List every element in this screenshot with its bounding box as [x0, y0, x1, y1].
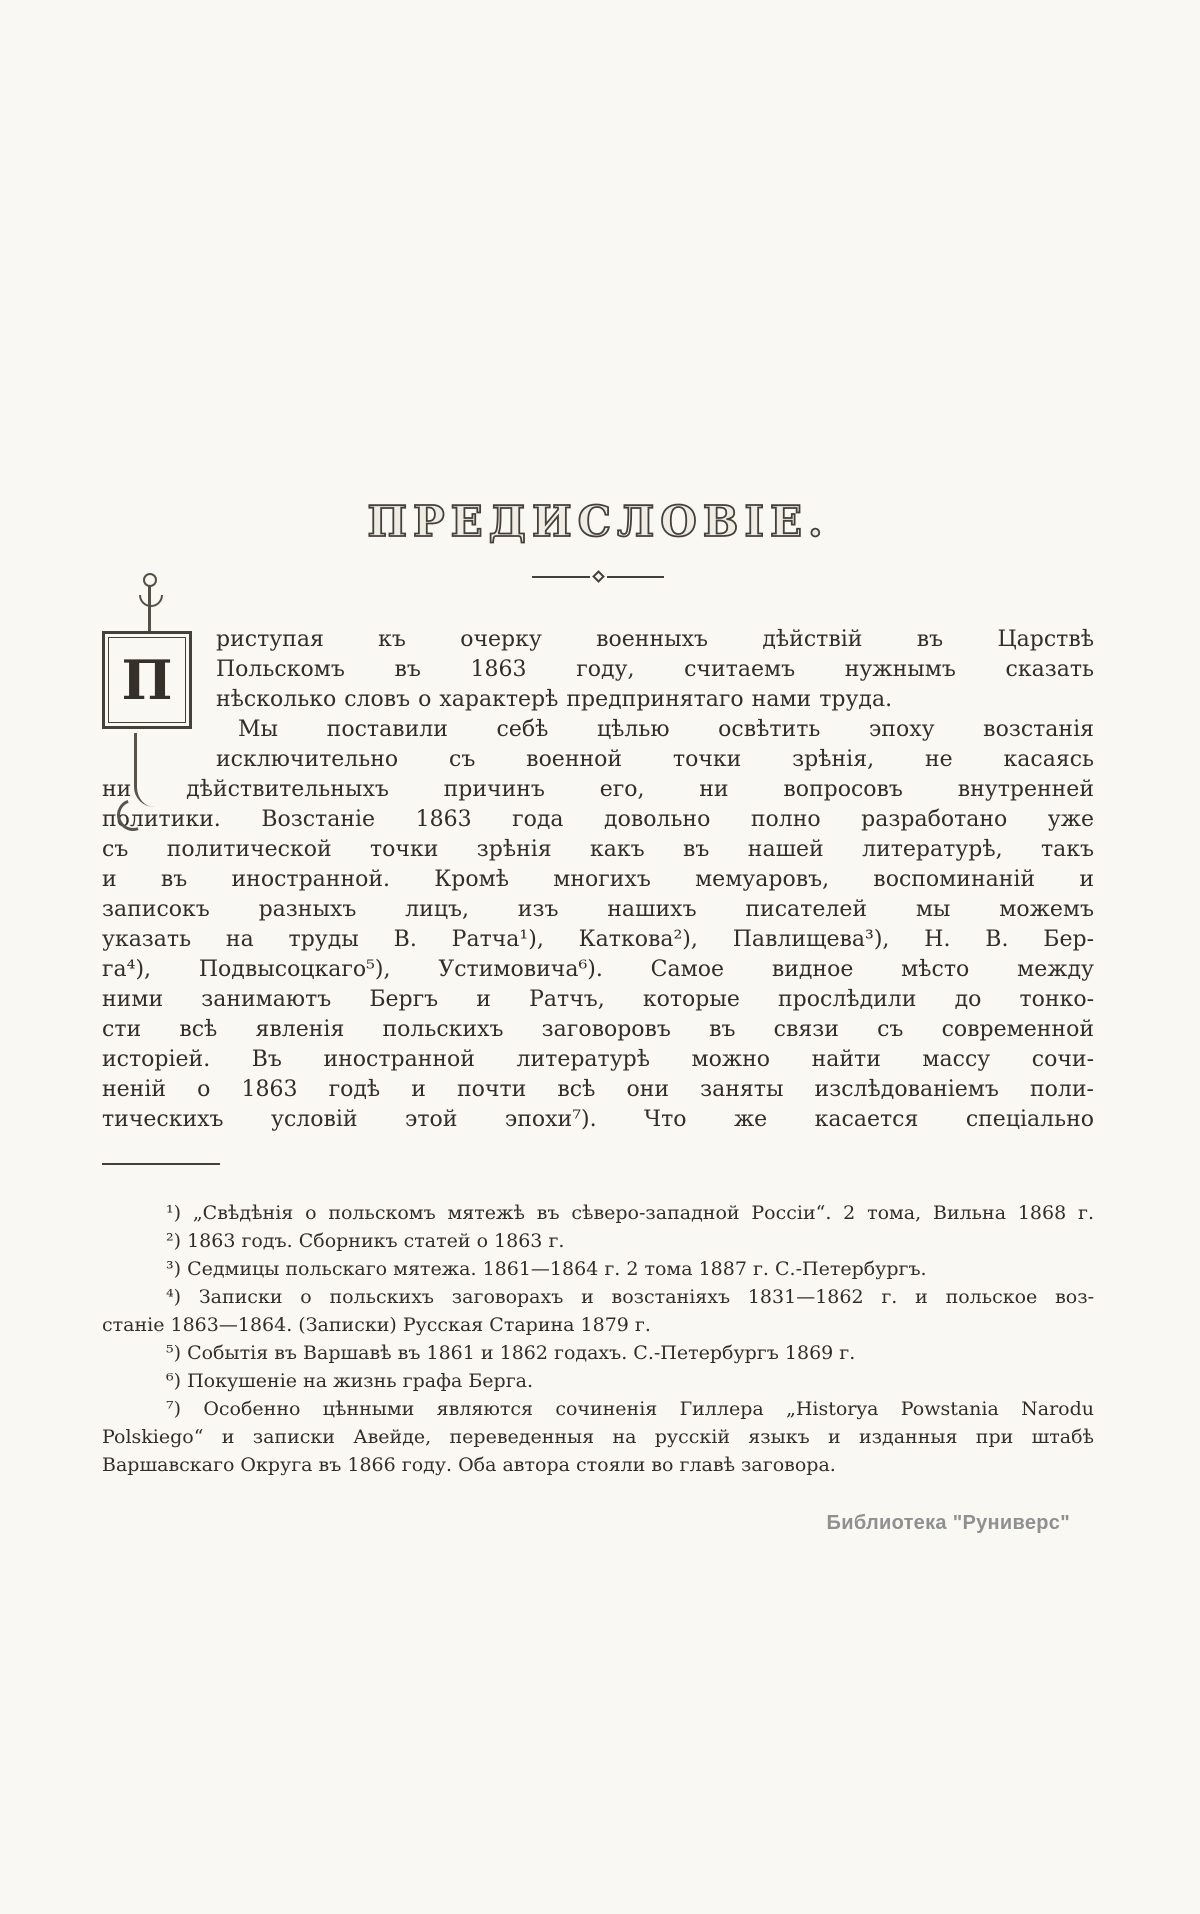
footnote-line: Polskiego“ и записки Авейде, переведенныя на русскій языкъ и изданныя при штабѣ: [102, 1426, 1094, 1448]
drop-cap-ornament: [102, 627, 202, 775]
flourish-tail-icon: [134, 733, 156, 807]
footnote-line: ⁷) Особенно цѣнными являются сочиненія Гиллера „Historya Powstania Narodu: [166, 1398, 1094, 1420]
page-title: ПРЕДИСЛОВІЕ.: [367, 497, 829, 546]
text-line: указать на труды В. Ратча¹), Каткова²), Павлищева³), Н. В. Бер-: [102, 927, 1094, 952]
text-line: тическихъ условій этой эпохи⁷). Что же касается спеціально: [102, 1107, 1094, 1132]
divider-line: [607, 576, 665, 578]
text-line: нѣсколько словъ о характерѣ предпринятаго нами труда.: [216, 687, 893, 712]
text-line: сти всѣ явленія польскихъ заговоровъ въ связи съ современной: [102, 1017, 1094, 1042]
footnote-3: [102, 1255, 1094, 1283]
footnote-1: [102, 1199, 1094, 1227]
text-line: Польскомъ въ 1863 году, считаемъ нужнымъ сказать: [216, 657, 1094, 682]
drop-cap-letter: П: [121, 648, 173, 712]
text-line: записокъ разныхъ лицъ, изъ нашихъ писателей мы можемъ: [102, 897, 1094, 922]
footnote-6: [102, 1367, 1094, 1395]
text-line: ними занимаютъ Бергъ и Ратчъ, которые прослѣдили до тонко-: [102, 987, 1094, 1012]
footnote-5: [102, 1339, 1094, 1367]
footnote-line: ⁵) Событія въ Варшавѣ въ 1861 и 1862 годахъ. С.-Петербургъ 1869 г.: [166, 1342, 856, 1364]
preface-body: [102, 625, 1094, 1135]
text-line: и въ иностранной. Кромѣ многихъ мемуаровъ, воспоминаній и: [102, 867, 1094, 892]
text-line: Мы поставили себѣ цѣлью освѣтить эпоху возстанія: [238, 717, 1094, 742]
drop-cap-frame: [102, 631, 192, 729]
footnote-line: Варшавскаго Округа въ 1866 году. Оба автора стояли во главѣ заговора.: [102, 1454, 836, 1476]
text-line: исторіей. Въ иностранной литературѣ можно найти массу сочи-: [102, 1047, 1094, 1072]
footnote-line: ³) Седмицы польскаго мятежа. 1861—1864 г. 2 тома 1887 г. С.-Петербургъ.: [166, 1258, 927, 1280]
footnote-line: ¹) „Свѣдѣнія о польскомъ мятежѣ въ сѣверо-западной Россіи“. 2 тома, Вильна 1868 г.: [166, 1202, 1094, 1224]
title-divider: [532, 572, 664, 581]
footnote-line: ²) 1863 годъ. Сборникъ статей о 1863 г.: [166, 1230, 565, 1252]
text-line: исключительно съ военной точки зрѣнія, не касаясь: [216, 747, 1094, 772]
text-line: съ политической точки зрѣнія какъ въ нашей литературѣ, такъ: [102, 837, 1094, 862]
text-line: га⁴), Подвысоцкаго⁵), Устимовича⁶). Самое видное мѣсто между: [102, 957, 1094, 982]
text-line: риступая къ очерку военныхъ дѣйствій въ Царствѣ: [216, 627, 1094, 652]
footnotes-section: [102, 1199, 1094, 1479]
text-line: политики. Возстаніе 1863 года довольно полно разработано уже: [102, 807, 1094, 832]
library-watermark: Библиотека "Руниверс": [826, 1512, 1070, 1534]
footnote-line: станіе 1863—1864. (Записки) Русская Старина 1879 г.: [102, 1314, 651, 1336]
footnote-7: [102, 1395, 1094, 1479]
footnote-line: ⁴) Записки о польскихъ заговорахъ и возстаніяхъ 1831—1862 г. и польское воз-: [166, 1286, 1094, 1308]
text-line: ни дѣйствительныхъ причинъ его, ни вопросовъ внутренней: [102, 777, 1094, 802]
footnote-2: [102, 1227, 1094, 1255]
text-line: неній о 1863 годѣ и почти всѣ они заняты изслѣдованіемъ поли-: [102, 1077, 1094, 1102]
divider-line: [532, 576, 590, 578]
footnote-line: ⁶) Покушеніе на жизнь графа Берга.: [166, 1370, 534, 1392]
flourish-top-icon: [148, 585, 151, 631]
footnote-4: [102, 1283, 1094, 1339]
footnote-separator: [102, 1163, 220, 1165]
divider-ornament-icon: [592, 570, 605, 583]
